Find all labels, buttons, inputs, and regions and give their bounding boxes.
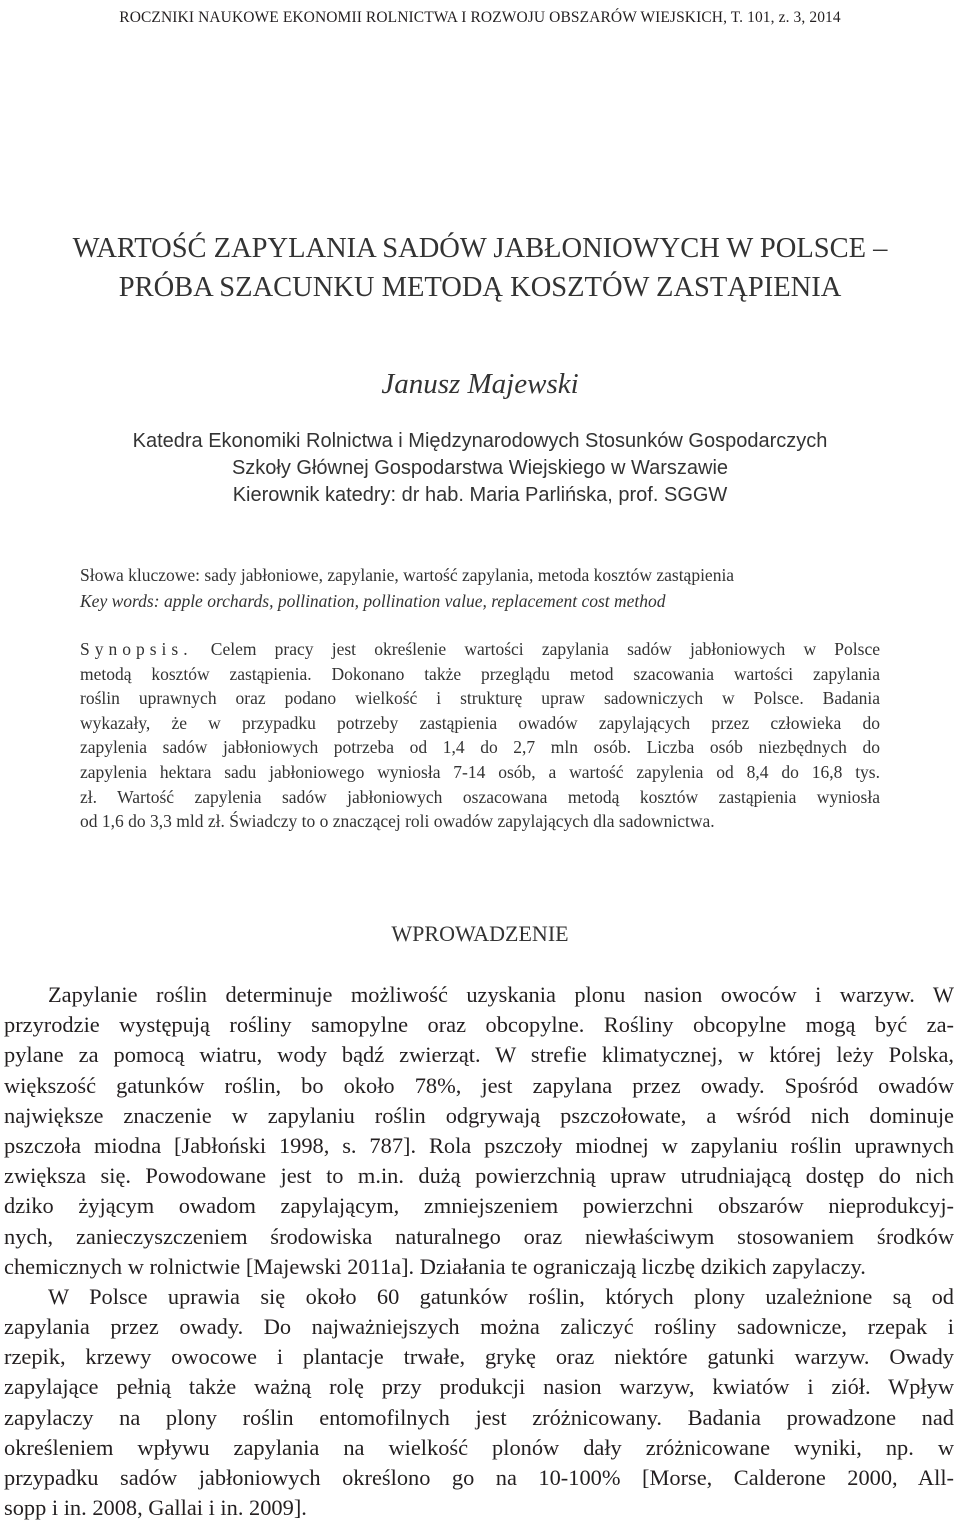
body-line: określeniem wpływu zapylania na wielkość plonów dały zróżnicowane wyniki, np. w — [4, 1434, 954, 1460]
synopsis-line: roślin uprawnych oraz podano wielkość i strukturę upraw sadowniczych w Polsce. Badania — [80, 688, 880, 709]
keywords-english-label: Key words: — [80, 591, 160, 611]
body-line: zapylające pełnią także ważną rolę przy produkcji nasion warzyw, kwiatów i ziół. Wpływ — [4, 1374, 954, 1400]
affiliation-university: Szkoły Głównej Gospodarstwa Wiejskiego w Warszawie — [231, 457, 729, 479]
body-line: zwiększa się. Powodowane jest to m.in. dużą powierzchnią upraw utrudniającą dostęp do nich — [4, 1163, 954, 1189]
synopsis-line: od 1,6 do 3,3 mld zł. Świadczy to o znaczącej roli owadów zapylających dla sadownictwa. — [80, 811, 715, 832]
body-line: sopp i in. 2008, Gallai i in. 2009]. — [4, 1495, 307, 1521]
body-line: dziko żyjącym owadom zapylającym, zmniejszeniem powierzchni obszarów nieprodukcyj- — [4, 1193, 954, 1219]
affiliation-department: Katedra Ekonomiki Rolnictwa i Międzynarodowych Stosunków Gospodarczych — [132, 430, 828, 452]
synopsis-line — [80, 637, 880, 662]
body-line: pszczoła miodna [Jabłoński 1998, s. 787]. Rola pszczoły miodnej w zapylaniu roślin uprawnych — [4, 1132, 954, 1158]
body-line: największe znaczenie w zapylaniu roślin odgrywają pszczołowate, a wśród nich dominuje — [4, 1102, 954, 1128]
article-title-line: PRÓBA SZACUNKU METODĄ KOSZTÓW ZASTĄPIENIA — [118, 272, 842, 303]
body-line: większość gatunków roślin, bo około 78%, jest zapylana przez owady. Spośród owadów — [4, 1072, 954, 1098]
synopsis-line: metodą kosztów zastąpienia. Dokonano także przeglądu metod szacowania wartości zapylania — [80, 663, 880, 684]
affiliation-head: Kierownik katedry: dr hab. Maria Parlińska, prof. SGGW — [232, 484, 728, 506]
body-line: W Polsce uprawia się około 60 gatunków roślin, których plony uzależnione są od — [48, 1283, 954, 1309]
keywords-english-text: apple orchards, pollination, pollination value, replacement cost method — [159, 591, 666, 611]
synopsis-line: zapylenia sadów jabłoniowych potrzeba od 1,4 do 2,7 mln osób. Liczba osób niezbędnych do — [80, 737, 880, 758]
keywords-english — [80, 589, 666, 613]
body-line: zapylaczy na plony roślin entomofilnych jest zróżnicowany. Badania prowadzone nad — [4, 1404, 954, 1430]
synopsis-line: zapylenia hektara sadu jabłoniowego wyniosła 7-14 osób, a wartość zapylenia od 8,4 do 16,8 tys. — [80, 761, 880, 782]
author-name: Janusz Majewski — [381, 368, 579, 400]
body-line: przyrodzie występują rośliny samopylne oraz obcopylne. Rośliny obcopylne mogą być za- — [4, 1012, 954, 1038]
body-line: pylane za pomocą wiatru, wody bądź zwierząt. W strefie klimatycznej, w której leży Polska, — [4, 1042, 954, 1068]
body-line: nych, zanieczyszczeniem środowiska naturalnego oraz niewłaściwym stosowaniem środków — [4, 1223, 954, 1249]
article-title — [0, 229, 960, 307]
synopsis — [80, 637, 880, 834]
affiliation — [0, 428, 960, 509]
section-heading: WPROWADZENIE — [391, 921, 569, 946]
synopsis-text: Celem pracy jest określenie wartości zapylania sadów jabłoniowych w Polsce — [192, 639, 880, 659]
body-line: rzepik, krzewy owocowe i plantacje trwałe, grykę oraz niektóre gatunki warzyw. Owady — [4, 1344, 954, 1370]
body-line: Zapylanie roślin determinuje możliwość uzyskania plonu nasion owoców i warzyw. W — [48, 982, 954, 1007]
body-line: chemicznych w rolnictwie [Majewski 2011a]. Działania te ograniczają liczbę dzikich zapylaczy. — [4, 1253, 866, 1279]
synopsis-line: wykazały, że w przypadku potrzeby zastąpienia owadów zapylających przez człowieka do — [80, 712, 880, 733]
body-line: zapylania przez owady. Do najważniejszych można zaliczyć rośliny sadownicze, rzepak i — [4, 1314, 954, 1340]
synopsis-line: zł. Wartość zapylenia sadów jabłoniowych oszacowana metodą kosztów zastąpienia wyniosła — [80, 786, 880, 807]
body-line: przypadku sadów jabłoniowych określono go na 10-100% [Morse, Calderone 2000, All- — [4, 1465, 954, 1490]
article-title-line: WARTOŚĆ ZAPYLANIA SADÓW JABŁONIOWYCH W POLSCE – — [72, 233, 888, 264]
keywords-polish: Słowa kluczowe: sady jabłoniowe, zapylanie, wartość zapylania, metoda kosztów zastąpienia — [80, 565, 735, 585]
running-head: ROCZNIKI NAUKOWE EKONOMII ROLNICTWA I ROZWOJU OBSZARÓW WIEJSKICH, T. 101, z. 3, 2014 — [119, 9, 841, 26]
body-text — [4, 980, 954, 1523]
synopsis-label: Synopsis. — [80, 639, 193, 659]
